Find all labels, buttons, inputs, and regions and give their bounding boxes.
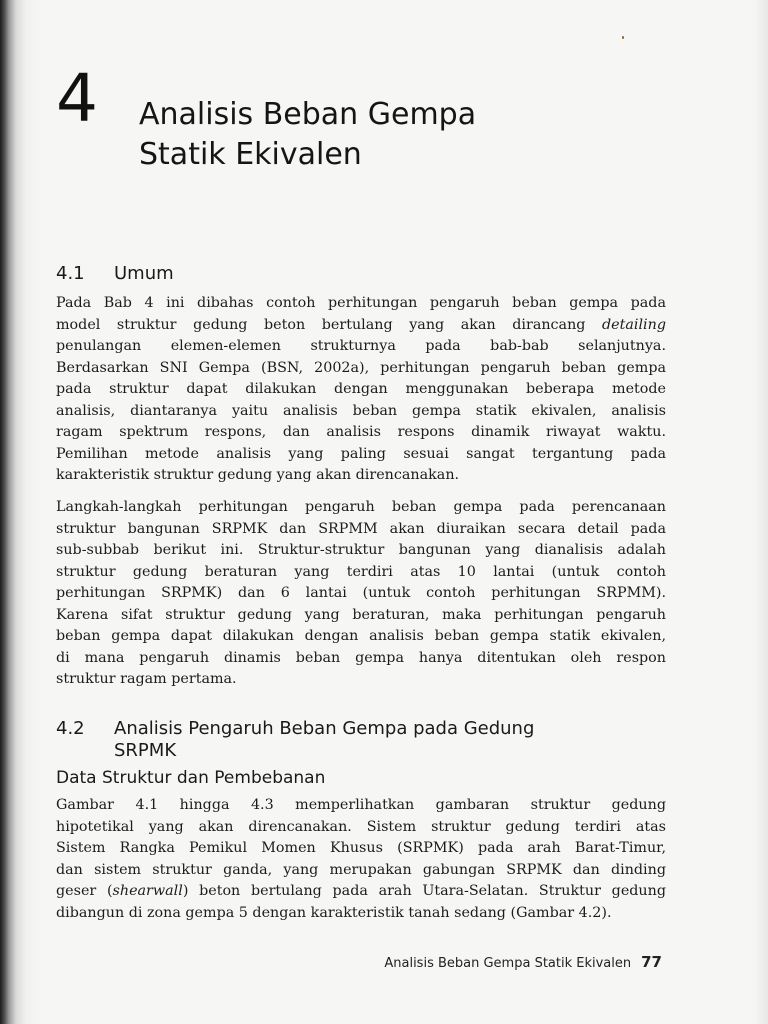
section-title [114,718,634,762]
section-4-2-heading [56,718,634,762]
section-number: 4.1 [56,263,85,284]
section-title-line2: SRPMK [114,740,177,761]
text-line: struktur gedung beraturan yang terdiri atas 10 lantai (untuk contoh [56,563,666,580]
section-number: 4.2 [56,718,85,739]
page-footer [300,953,662,971]
text-line: pada struktur dapat dilakukan dengan menggunakan beberapa metode [56,381,666,397]
text-line: hipotetikal yang akan direncanakan. Sistem struktur gedung terdiri atas [56,818,666,835]
text-line: dan sistem struktur ganda, yang merupakan gabungan SRPMK dan dinding [56,861,666,878]
italic-term: detailing [602,316,666,333]
page-number: 77 [641,953,662,971]
section-title: Umum [114,263,174,284]
section-4-1-heading [56,263,634,285]
text-line: di mana pengaruh dinamis beban gempa hanya ditentukan oleh respon [56,649,666,666]
section-4-2-paragraph-1 [56,795,666,924]
paper-speck [622,36,624,39]
section-4-1-paragraph-2 [56,497,666,691]
text-line: model struktur gedung beton bertulang yang akan dirancang detailing [56,316,666,333]
text-line: analisis, diantaranya yaitu analisis beban gempa statik ekivalen, analisis [56,402,666,419]
section-4-1-paragraph-1 [56,293,666,487]
text-line: Sistem Rangka Pemikul Momen Khusus (SRPMK) pada arah Barat-Timur, [56,840,666,856]
text-line: geser (shearwall) beton bertulang pada arah Utara-Selatan. Struktur gedung [56,883,666,899]
text-line: sub-subbab berikut ini. Struktur-struktur bangunan yang dianalisis adalah [56,542,666,558]
text-line: karakteristik struktur gedung yang akan direncanakan. [56,467,460,483]
text-line: Gambar 4.1 hingga 4.3 memperlihatkan gambaran struktur gedung [56,797,666,813]
text-line: dibangun di zona gempa 5 dengan karakteristik tanah sedang (Gambar 4.2). [56,904,612,921]
chapter-title [139,95,476,175]
text-line: struktur bangunan SRPMK dan SRPMM akan diuraikan secara detail pada [56,520,666,537]
text-line: Berdasarkan SNI Gempa (BSN, 2002a), perhitungan pengaruh beban gempa [56,359,666,376]
text-line: perhitungan SRPMK) dan 6 lantai (untuk contoh perhitungan SRPMM). [56,585,666,601]
italic-term: shearwall [112,883,183,899]
running-title: Analisis Beban Gempa Statik Ekivalen [384,956,632,971]
text-line: ragam spektrum respons, dan analisis respons dinamik riwayat waktu. [56,424,666,440]
text-line: beban gempa dapat dilakukan dengan analisis beban gempa statik ekivalen, [56,628,666,644]
text-line: Pemilihan metode analisis yang paling sesuai sangat tergantung pada [56,445,666,462]
section-title-line1: Analisis Pengaruh Beban Gempa pada Gedung [114,718,535,739]
text-line: struktur ragam pertama. [56,671,237,687]
chapter-title-line1: Analisis Beban Gempa [139,97,477,132]
text-line: Karena sifat struktur gedung yang beraturan, maka perhitungan pengaruh [56,606,666,623]
subsection-heading: Data Struktur dan Pembebanan [56,768,326,788]
text-line: Pada Bab 4 ini dibahas contoh perhitungan pengaruh beban gempa pada [56,295,666,311]
text-line: Langkah-langkah perhitungan pengaruh beban gempa pada perencanaan [56,499,666,515]
chapter-number: 4 [56,60,98,137]
text-line: penulangan elemen-elemen strukturnya pada bab-bab selanjutnya. [56,338,666,354]
page-edge-shadow [754,0,768,1024]
chapter-title-line2: Statik Ekivalen [139,137,362,172]
